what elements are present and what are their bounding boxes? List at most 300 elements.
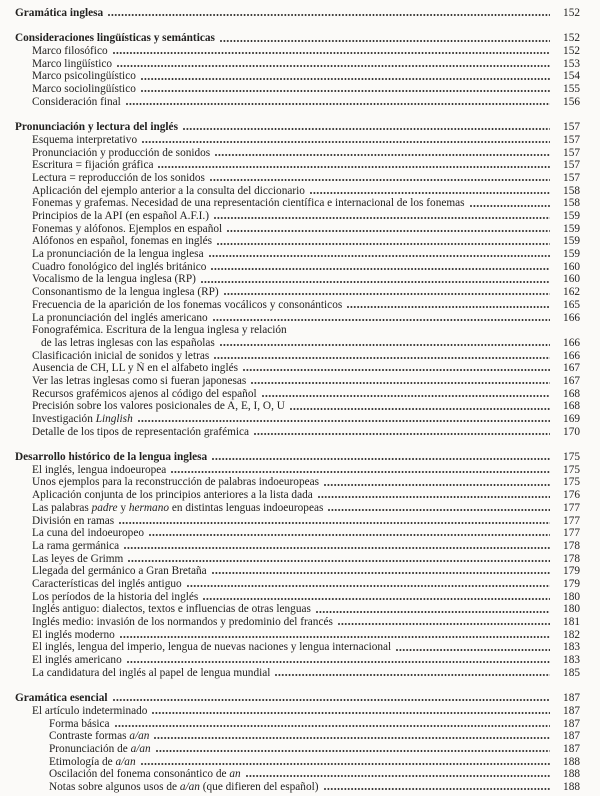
entry-text [32,527,144,540]
dot-leader [152,711,550,715]
page-number: 179 [563,577,580,590]
dot-leader [138,419,550,423]
entry-text [32,312,208,325]
entry-text-run: La rama germánica [32,539,120,552]
entry-text-italic: a/an [179,780,200,793]
entry-text [32,565,207,578]
dot-leader [127,660,550,664]
entry-text [32,629,115,642]
entry-text [32,413,133,426]
entry-text [32,185,305,198]
toc-entry-row [15,426,580,439]
dot-leader [275,673,550,677]
entry-text-italic: Linglish [95,413,133,425]
toc-entry-row [15,83,580,96]
title-text: Consideraciones lingüísticas y semánticas [15,32,215,45]
toc-entry-row [15,743,580,756]
entry-text [32,603,311,616]
page-number: 175 [563,463,580,476]
entry-text-run: Etimología de [49,755,116,768]
dot-leader [149,533,550,537]
dot-leader [227,229,550,233]
entry-text [32,400,285,413]
entry-text-italic: a/an [115,755,136,768]
toc-entry-row [15,375,580,388]
entry-text-run: Pronunciación y producción de sonidos [32,146,211,159]
title-text: Gramática inglesa [15,7,104,19]
entry-text-run: División en ramas [32,514,115,527]
page-number: 157 [563,121,580,134]
toc-entry-row [15,464,580,477]
entry-text [49,730,149,743]
entry-text-run: La cuna del indoeuropeo [32,527,144,540]
toc-entry-row [15,96,580,109]
page-number: 166 [563,311,580,324]
dot-leader [243,368,550,372]
toc-section [15,121,580,438]
entry-text [32,616,333,629]
entry-text-italic: padre [91,501,118,514]
toc-entry-row [15,286,580,299]
page-number: 187 [563,717,580,730]
toc-entry-row [15,388,580,401]
toc-entry-row [15,603,580,616]
entry-text-run: Las leyes de Grimm [32,552,124,565]
entry-text [32,197,465,210]
page-number: 177 [563,527,580,540]
section-title [15,692,108,705]
entry-text-run: Marco filosófico [32,45,108,58]
entry-text-italic: an [229,768,241,781]
toc-entry-row [15,667,580,680]
title-text: Gramática esencial [15,692,108,705]
entry-text [32,540,119,553]
entry-text [32,83,136,96]
dot-leader [113,51,550,55]
toc-heading-row [15,692,580,705]
entry-text-run: Escritura = fijación gráfica [32,159,154,172]
page-number: 153 [563,57,580,70]
entry-text-run: Los períodos de la historia del inglés [32,590,199,603]
entry-text [32,235,212,248]
dot-leader [224,292,550,296]
entry-text [32,362,238,375]
page-number: 166 [563,349,580,362]
entry-text-run: Las palabras [32,501,92,514]
entry-text [32,375,246,388]
page-number: 152 [563,32,580,45]
dot-leader [117,64,550,68]
page-number: 168 [563,387,580,400]
toc-heading-row [15,121,580,134]
entry-text-run: Consideración final [32,95,121,108]
page-number: 179 [563,565,580,578]
dot-leader [316,610,550,614]
page-number: 169 [563,413,580,425]
entry-text-run: Principios de la API (en español A.F.I.) [32,210,209,222]
dot-leader [347,305,550,309]
toc-entry-row [15,299,580,312]
entry-text-run: Alófonos en español, fonemas en inglés [32,235,213,248]
entry-text-run: de las letras inglesas con las españolas [41,336,215,349]
dot-leader [324,483,550,487]
entry-text [32,58,112,71]
entry-text-run: (que difieren del español) [199,780,319,793]
toc-entry-row [15,312,580,325]
dot-leader [211,267,550,271]
entry-text-run: Fonemas y alófonos. Ejemplos en español [32,222,223,235]
entry-text-run: Fonemas y grafemas. Necesidad de una representación científica e internacional de los fonemas [32,197,465,210]
dot-leader [119,521,550,525]
toc-entry-row [15,210,580,223]
entry-text-run: Marco psicolingüístico [32,70,136,83]
entry-text [49,768,241,781]
page-number: 183 [563,641,580,654]
dot-leader [171,470,550,474]
title-text: Desarrollo histórico de la lengua inglesa [15,451,208,464]
dot-leader [141,89,550,93]
page-number: 167 [563,362,580,375]
entry-text-run: Fonografémica. Escritura de la lengua inglesa y relación [32,324,287,337]
toc-entry-row [15,235,580,248]
entry-text [41,337,215,350]
page-number: 159 [563,248,580,261]
page-number: 160 [563,273,580,286]
entry-text [49,718,110,731]
page-number: 155 [563,83,580,96]
toc-entry-row [15,616,580,629]
page-number: 162 [563,286,580,299]
entry-text-run: Recursos grafémicos ajenos al código del español [32,387,257,400]
page-number: 157 [563,171,580,184]
page-number: 180 [563,590,580,603]
dot-leader [210,178,550,182]
entry-text [32,248,204,261]
section-title [15,32,215,45]
page-number: 156 [563,95,580,108]
toc-entry-row [15,553,580,566]
toc-entry-row [15,768,580,781]
page-number: 188 [563,768,580,781]
entry-text [32,96,121,109]
dot-leader [209,254,550,258]
entry-text-run: Vocalismo de la lengua inglesa (RP) [32,273,196,286]
entry-text [32,705,147,718]
page-number: 165 [563,298,580,311]
page-number: 188 [563,780,580,793]
toc-section [15,7,580,20]
dot-leader [220,343,550,347]
page-number: 177 [563,501,580,514]
dot-leader [318,495,550,499]
dot-leader [251,381,550,385]
dot-leader [220,39,550,43]
toc-heading-row [15,32,580,45]
entry-text [32,134,137,147]
toc-entry-row [15,400,580,413]
page-number: 157 [563,133,580,146]
entry-text [32,502,323,515]
entry-text [32,464,166,477]
page-number: 158 [563,197,580,210]
page-number: 168 [563,400,580,413]
entry-text-run: en distintas lenguas indoeuropeas [169,501,324,514]
entry-text-italic: a/an [129,730,150,743]
toc-entry-row [15,324,580,337]
toc-entry-row [15,781,580,794]
page-number: 187 [563,692,580,705]
page-number: 177 [563,514,580,527]
entry-text-run: Lectura = reproducción de los sonidos [32,171,205,184]
entry-text-run: Llegada del germánico a Gran Bretaña [32,565,207,578]
toc-entry-row [15,172,580,185]
page-number: 158 [563,184,580,197]
page-number: 182 [563,628,580,641]
toc-entry-row [15,261,580,274]
dot-leader [396,648,550,652]
toc-entry-row [15,565,580,578]
dot-leader [214,216,550,220]
page-number: 159 [563,222,580,235]
page-number: 170 [563,425,580,438]
entry-text [32,641,391,654]
entry-text [32,476,319,489]
entry-text [32,147,210,160]
entry-text-run: Pronunciación de [49,742,131,755]
page-number: 176 [563,489,580,502]
entry-text-run: El inglés moderno [32,628,115,641]
entry-text-run: Aplicación del ejemplo anterior a la consulta del diccionario [32,184,305,197]
entry-text-italic: hermano [128,501,170,514]
entry-text [32,273,196,286]
section-title [15,121,178,134]
toc-entry-row [15,718,580,731]
entry-text [32,553,123,566]
dot-leader [183,127,550,131]
toc-entry-row [15,185,580,198]
entry-text [32,159,153,172]
dot-leader [254,432,550,436]
dot-leader [246,774,550,778]
dot-leader [142,140,550,144]
entry-text [32,172,205,185]
toc-entry-row [15,248,580,261]
dot-leader [214,356,550,360]
page-number: 152 [563,7,580,19]
toc-entry-row [15,337,580,350]
entry-text [32,299,342,312]
page-number: 181 [563,616,580,628]
toc-entry-row [15,362,580,375]
toc-entry-row [15,197,580,210]
toc-entry-row [15,45,580,58]
entry-text [49,781,319,794]
dot-leader [328,508,550,512]
toc-heading-row [15,7,580,20]
toc-entry-row [15,730,580,743]
entry-text [32,426,249,439]
entry-text-run: La pronunciación de la lengua inglesa [32,248,204,261]
toc-entry-row [15,756,580,769]
dot-leader [128,559,550,563]
entry-text [32,489,313,502]
entry-text-run: Ausencia de CH, LL y Ñ en el alfabeto inglés [32,362,238,375]
entry-text-run: Características del inglés antiguo [32,577,182,590]
dot-leader [324,787,550,791]
toc-entry-row [15,134,580,147]
page-number: 187 [563,704,580,717]
entry-text [32,654,122,667]
toc-entry-row [15,58,580,71]
page-number: 160 [563,260,580,273]
entry-text [32,286,219,299]
toc-entry-row [15,502,580,515]
dot-leader [154,736,550,740]
toc-entry-row [15,705,580,718]
toc-section [15,451,580,679]
page-number: 159 [563,210,580,222]
entry-text [49,743,151,756]
dot-leader [120,635,550,639]
entry-text [32,324,287,337]
page-number: 178 [563,539,580,552]
page-number: 180 [563,603,580,616]
page-number: 152 [563,45,580,58]
entry-text [32,388,257,401]
dot-leader [141,77,550,81]
toc-entry-row [15,413,580,426]
dot-leader [203,597,550,601]
dot-leader [113,698,550,702]
page-number: 178 [563,552,580,565]
entry-text-run: Contraste formas [49,730,130,743]
page-number: 183 [563,654,580,667]
entry-text-run: Notas sobre algunos usos de [49,780,180,793]
toc-entry-row [15,223,580,236]
toc-entry-row [15,629,580,642]
entry-text [32,515,114,528]
entry-text-run: El artículo indeterminado [32,704,148,717]
entry-text [32,70,136,83]
dot-leader [124,546,550,550]
toc-heading-row [15,451,580,464]
entry-text-run: Aplicación conjunta de los principios anteriores a la lista dada [32,489,313,502]
toc-entry-row [15,159,580,172]
toc-entry-row [15,273,580,286]
entry-text-run: El inglés, lengua indoeuropea [32,463,167,476]
title-text: Pronunciación y lectura del inglés [15,121,178,134]
entry-text-run: Forma básica [49,717,110,730]
page-number: 175 [563,476,580,489]
dot-leader [290,407,550,411]
dot-leader [338,622,550,626]
dot-leader [115,724,550,728]
entry-text-italic: a/an [130,742,151,755]
dot-leader [212,571,550,575]
toc-entry-row [15,591,580,604]
entry-text-run: Marco lingüístico [32,57,113,70]
page-number: 167 [563,374,580,387]
toc-entry-row [15,654,580,667]
entry-text [32,667,270,680]
entry-text [49,756,136,769]
page-number: 166 [563,336,580,349]
dot-leader [212,457,550,461]
entry-text [32,210,209,223]
entry-text-run: Cuadro fonológico del inglés británico [32,260,207,273]
dot-leader [213,318,550,322]
entry-text-run: Ver las letras inglesas como si fueran japonesas [32,374,247,387]
dot-leader [470,204,550,208]
entry-text-run: y [117,501,129,514]
entry-text [32,350,209,363]
entry-text-run: Frecuencia de la aparición de los fonemas vocálicos y consonánticos [32,298,343,311]
entry-text [32,45,108,58]
entry-text-run: La candidatura del inglés al papel de lengua mundial [32,666,271,679]
dot-leader [187,584,550,588]
page-number: 154 [563,70,580,83]
entry-text-run: Investigación [32,413,96,425]
toc-entry-row [15,578,580,591]
toc-entry-row [15,489,580,502]
entry-text-run: Esquema interpretativo [32,133,138,146]
dot-leader [141,762,550,766]
toc-entry-row [15,540,580,553]
dot-leader [310,191,550,195]
toc-entry-row [15,476,580,489]
entry-text-run: La pronunciación del inglés americano [32,311,208,324]
entry-text [32,223,222,236]
page-number: 157 [563,146,580,159]
entry-text [32,578,182,591]
entry-text-run: El inglés americano [32,654,122,667]
page-number: 187 [563,742,580,755]
toc-entry-row [15,70,580,83]
page-number: 157 [563,159,580,172]
dot-leader [158,165,550,169]
dot-leader [262,394,550,398]
page-number: 188 [563,755,580,768]
toc-entry-row [15,515,580,528]
entry-text-run: Clasificación inicial de sonidos y letras [32,349,210,362]
dot-leader [201,280,550,284]
entry-text-run: Marco sociolingüístico [32,83,136,96]
page-number: 175 [563,451,580,464]
entry-text [32,261,206,274]
toc-section [15,32,580,108]
entry-text-run: Unos ejemplos para la reconstrucción de palabras indoeuropeas [32,476,320,489]
toc-section [15,692,580,794]
entry-text-run: Precisión sobre los valores posicionales de A, E, I, O, U [32,400,285,413]
entry-text-run: Consonantismo de la lengua inglesa (RP) [32,286,219,299]
dot-leader [156,749,550,753]
toc-entry-row [15,147,580,160]
toc-entry-row [15,527,580,540]
dot-leader [217,242,550,246]
entry-text-run: Oscilación del fonema consonántico de [49,768,230,781]
entry-text-run: Inglés medio: invasión de los normandos y predominio del francés [32,616,333,628]
dot-leader [215,153,550,157]
entry-text-run: El inglés, lengua del imperio, lengua de nuevas naciones y lengua internacional [32,641,392,654]
section-title [15,7,103,20]
toc-entry-row [15,350,580,363]
dot-leader [126,102,550,106]
toc-entry-row [15,641,580,654]
entry-text [32,591,198,604]
page-number: 159 [563,235,580,248]
page-number: 185 [563,666,580,679]
dot-leader [108,13,550,17]
